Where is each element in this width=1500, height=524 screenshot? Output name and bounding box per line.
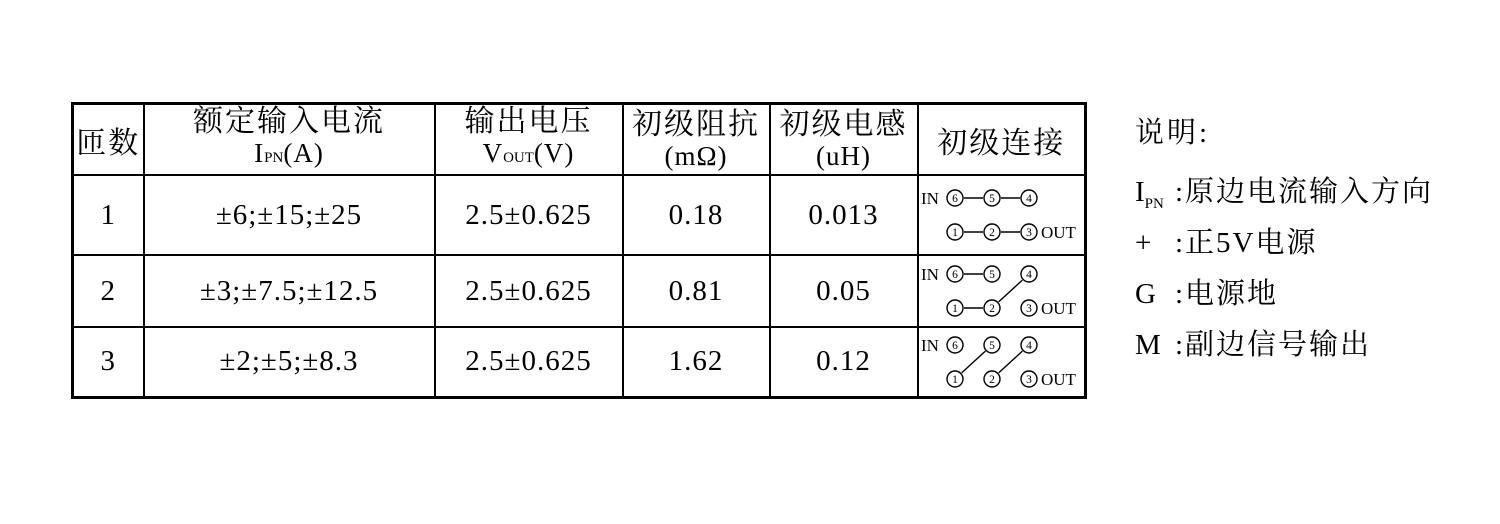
note-ground (1135, 269, 1433, 320)
cell-voltage: 2.5±0.625 (435, 327, 623, 397)
note-ground-text: :电源地 (1175, 278, 1279, 310)
cell-current: ±6;±15;±25 (144, 175, 435, 255)
svg-text:IN: IN (921, 265, 940, 284)
cell-connection (918, 175, 1086, 255)
cell-inductance: 0.05 (770, 255, 918, 327)
col-header-voltage (435, 104, 623, 176)
col-header-inductance (770, 104, 918, 176)
voltage-symbol: V (482, 138, 504, 168)
note-ipn (1135, 167, 1433, 218)
svg-text:OUT: OUT (1041, 223, 1077, 242)
cell-voltage: 2.5±0.625 (435, 255, 623, 327)
note-output (1135, 320, 1433, 371)
note-output-text: :副边信号输出 (1175, 329, 1372, 361)
connection-diagram (919, 183, 1083, 247)
cell-turns: 1 (73, 175, 144, 255)
svg-text:3: 3 (1026, 303, 1033, 315)
note-output-symbol (1135, 320, 1175, 383)
cell-turns: 2 (73, 255, 144, 327)
cell-voltage: 2.5±0.625 (435, 175, 623, 255)
svg-text:3: 3 (1026, 373, 1033, 386)
header-current-line2 (145, 138, 434, 174)
connection-diagram (919, 330, 1083, 394)
svg-text:1: 1 (952, 373, 959, 386)
current-symbol-sub: PN (264, 150, 284, 166)
cell-impedance: 0.18 (623, 175, 770, 255)
note-ipn-symbol-main: I (1135, 176, 1145, 208)
svg-text:6: 6 (952, 269, 959, 281)
col-header-turns (73, 104, 144, 176)
svg-text:6: 6 (952, 339, 959, 352)
cell-turns: 3 (73, 327, 144, 397)
cell-connection (918, 327, 1086, 397)
col-header-current (144, 104, 435, 176)
table-row (73, 175, 1086, 255)
col-header-impedance (623, 104, 770, 176)
svg-text:2: 2 (989, 303, 996, 315)
header-impedance-line1: 初级阻抗 (632, 107, 760, 141)
cell-current: ±2;±5;±8.3 (144, 327, 435, 397)
header-impedance-line2: (mΩ) (664, 140, 728, 171)
cell-connection (918, 255, 1086, 327)
svg-text:4: 4 (1026, 269, 1033, 281)
voltage-symbol-sub: OUT (503, 150, 534, 166)
connection-diagram (919, 259, 1083, 323)
table-row (73, 255, 1086, 327)
svg-text:1: 1 (952, 303, 959, 315)
svg-text:5: 5 (989, 193, 996, 205)
svg-text:IN: IN (921, 189, 940, 208)
col-header-connection (918, 104, 1086, 176)
table-row (73, 327, 1086, 397)
header-turns-label: 匝数 (76, 126, 141, 160)
svg-text:OUT: OUT (1041, 299, 1077, 318)
note-plus-symbol-main: + (1135, 227, 1152, 259)
header-current-line1: 额定输入电流 (193, 105, 385, 138)
notes-panel (1135, 110, 1433, 371)
header-inductance-line2: (uH) (816, 140, 871, 171)
cell-inductance: 0.013 (770, 175, 918, 255)
header-connection-label: 初级连接 (937, 126, 1066, 160)
cell-impedance: 1.62 (623, 327, 770, 397)
note-ipn-symbol-sub: PN (1144, 195, 1164, 212)
cell-current: ±3;±7.5;±12.5 (144, 255, 435, 327)
note-output-symbol-main: M (1135, 329, 1161, 361)
svg-text:OUT: OUT (1041, 369, 1077, 389)
svg-text:IN: IN (921, 335, 940, 355)
note-plus-text: :正5V电源 (1175, 227, 1318, 259)
svg-text:2: 2 (989, 227, 996, 239)
note-ipn-text: :原边电流输入方向 (1175, 176, 1434, 208)
header-row (73, 104, 1086, 176)
svg-text:4: 4 (1026, 339, 1033, 352)
svg-text:6: 6 (952, 193, 959, 205)
cell-inductance: 0.12 (770, 327, 918, 397)
svg-text:3: 3 (1026, 227, 1033, 239)
header-voltage-line2 (436, 138, 622, 174)
current-symbol: I (254, 138, 265, 168)
header-voltage-line1: 输出电压 (464, 105, 593, 138)
svg-text:4: 4 (1026, 193, 1033, 205)
svg-text:2: 2 (989, 373, 996, 386)
svg-text:5: 5 (989, 339, 996, 352)
spec-table (71, 102, 1087, 399)
cell-impedance: 0.81 (623, 255, 770, 327)
note-plus (1135, 218, 1433, 269)
voltage-unit: (V) (533, 138, 575, 168)
current-unit: (A) (283, 138, 324, 168)
svg-text:5: 5 (989, 269, 996, 281)
note-ground-symbol-main: G (1135, 278, 1156, 310)
notes-title: 说明: (1135, 117, 1211, 149)
header-inductance-line1: 初级电感 (779, 107, 908, 141)
svg-text:1: 1 (952, 227, 959, 239)
